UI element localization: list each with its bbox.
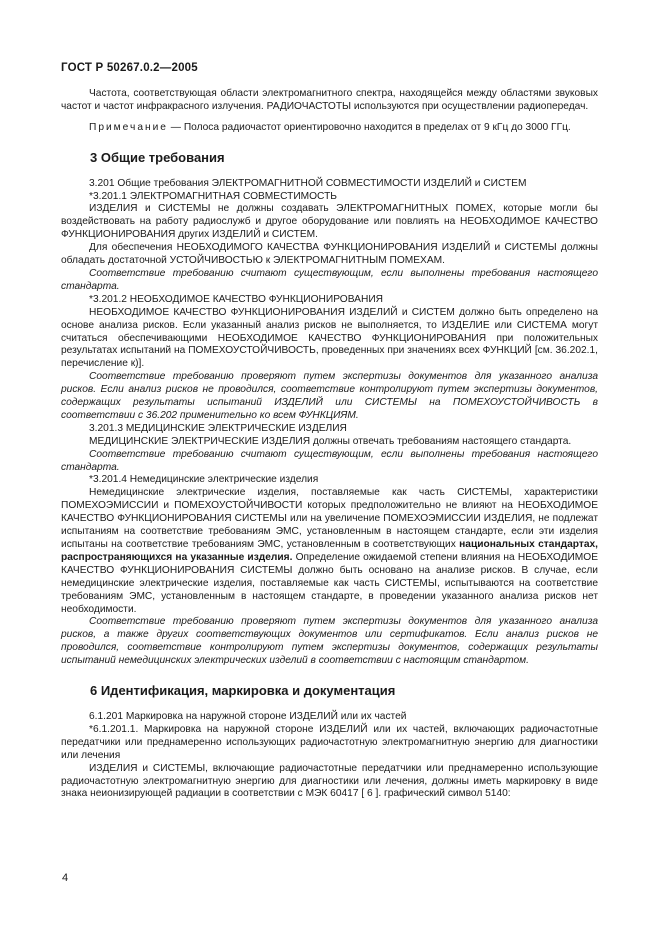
- definition-paragraph: Частота, соответствующая области электромагнитного спектра, находящейся между областями звуковых частот и частот инфракрасного излучения. РАДИОЧАСТОТЫ используются при осуществлении радиопередач.: [61, 88, 598, 112]
- compliance-note-2: Соответствие требованию проверяют путем экспертизы документов для указанного анализа рисков. Если анализ рисков не проводился, соответствие контролируют путем экспертизы документов, содержащих результаты испытаний ИЗДЕЛИЙ или СИСТЕМЫ на ПОМЕХОУСТОЙЧИВОСТЬ в соответствии с 36.202 применительно ко всем ФУНКЦИЯМ.: [61, 371, 598, 421]
- paragraph-medical-equipment: МЕДИЦИНСКИЕ ЭЛЕКТРИЧЕСКИЕ ИЗДЕЛИЯ должны отвечать требованиям настоящего стандарта.: [89, 435, 572, 447]
- non-medical-text-a: Немедицинские электрические изделия, поставляемые как часть СИСТЕМЫ, характеристики ПОМЕХОЭМИССИИ и ПОМЕХОУСТОЙЧИВОСТИ которых предположительно не влияют на НЕОБХОДИМОЕ КАЧЕСТВО ФУНКЦИОНИРОВАНИЯ СИСТЕМЫ или на увеличение ПОМЕХОЭМИССИИ ИЗДЕЛИЯ, не подлежат испытаниям на соответствие требованиям ЭМС, установленным в настоящем стандарте, если эти изделия испытаны на соответствие требованиям ЭМС, установленным в соответствующих: [61, 487, 598, 550]
- section-6-heading: 6 Идентификация, маркировка и документация: [90, 683, 396, 699]
- paragraph-marking-requirement: ИЗДЕЛИЯ и СИСТЕМЫ, включающие радиочастотные передатчики или преднамеренно использующие радиочастотную электромагнитную энергию для диагностики или лечения, должны иметь маркировку в виде знака неионизирующей радиации в соответствии с МЭК 60417 [ 6 ]. графический символ 5140:: [61, 762, 598, 800]
- compliance-note-1: Соответствие требованию считают существующим, если выполнены требования настоящего стандарта.: [61, 267, 598, 292]
- non-medical-text-bold: национальных стандартах, распространяющихся на указанные изделия.: [61, 539, 598, 563]
- compliance-note-3: Соответствие требованию считают существующим, если выполнены требования настоящего стандарта.: [61, 448, 598, 473]
- clause-3-201: 3.201 Общие требования ЭЛЕКТРОМАГНИТНОЙ СОВМЕСТИМОСТИ ИЗДЕЛИЙ и СИСТЕМ: [89, 177, 527, 189]
- page-number: 4: [62, 872, 69, 884]
- standard-header: ГОСТ Р 50267.0.2—2005: [61, 62, 198, 74]
- compliance-note-4: Соответствие требованию проверяют путем экспертизы документов для указанного анализа рисков, а также других соответствующих документов или сертификатов. Если анализ рисков не проводился, соответствие контролируют путем экспертизы документов, содержащих результаты испытаний немедицинских электрических изделий в соответствии с настоящим стандартом.: [61, 616, 598, 667]
- note-text: — Полоса радиочастот ориентировочно находится в пределах от 9 кГц до 3000 ГГц.: [167, 121, 571, 133]
- paragraph-essential-performance: НЕОБХОДИМОЕ КАЧЕСТВО ФУНКЦИОНИРОВАНИЯ ИЗДЕЛИЙ и СИСТЕМ должно быть определено на основе анализа рисков. Если указанный анализ рисков не выполняется, то ИЗДЕЛИЕ или СИСТЕМА могут считаться обеспечивающими НЕОБХОДИМОЕ КАЧЕСТВО ФУНКЦИОНИРОВАНИЯ при положительных результатах испытаний на ПОМЕХОУСТОЙЧИВОСТЬ, проведенных при значениях всех ФУНКЦИЙ [см. 36.202.1, перечисление к)].: [61, 306, 598, 370]
- clause-3-201-2: *3.201.2 НЕОБХОДИМОЕ КАЧЕСТВО ФУНКЦИОНИРОВАНИЯ: [89, 293, 384, 305]
- paragraph-immunity-requirement: Для обеспечения НЕОБХОДИМОГО КАЧЕСТВА ФУНКЦИОНИРОВАНИЯ ИЗДЕЛИЙ и СИСТЕМЫ должны обладать достаточной УСТОЙЧИВОСТЬЮ к ЭЛЕКТРОМАГНИТНЫМ ПОМЕХАМ.: [61, 242, 598, 267]
- clause-6-1-201: 6.1.201 Маркировка на наружной стороне ИЗДЕЛИЙ или их частей: [89, 710, 407, 722]
- paragraph-non-medical-equipment: [61, 487, 598, 616]
- clause-3-201-3: 3.201.3 МЕДИЦИНСКИЕ ЭЛЕКТРИЧЕСКИЕ ИЗДЕЛИЯ: [89, 422, 347, 434]
- non-medical-text-c: Определение ожидаемой степени влияния на НЕОБХОДИМОЕ КАЧЕСТВО ФУНКЦИОНИРОВАНИЯ СИСТЕМЫ должно быть основано на анализе рисков. В случае, если немедицинские электрические изделия, поставляемые как часть СИСТЕМЫ, испытываются на соответствие требованиям ЭМС, установленным в настоящем стандарте, в проведении указанного анализа рисков нет необходимости.: [61, 551, 598, 615]
- page-body: [61, 88, 598, 801]
- note-paragraph: [61, 122, 598, 135]
- section-3-heading: 3 Общие требования: [90, 149, 225, 165]
- clause-3-201-4: *3.201.4 Немедицинские электрические изделия: [89, 474, 319, 486]
- note-label: Примечание: [89, 121, 168, 133]
- clause-6-1-201-1: *6.1.201.1. Маркировка на наружной стороне ИЗДЕЛИЙ или их частей, включающих радиочастотные передатчики или преднамеренно использующих радиочастотную электромагнитную энергию для диагностики или лечения: [61, 723, 598, 761]
- paragraph-emission-requirement: ИЗДЕЛИЯ и СИСТЕМЫ не должны создавать ЭЛЕКТРОМАГНИТНЫХ ПОМЕХ, которые могли бы воздействовать на работу радиослужб и другое оборудование или повлиять на НЕОБХОДИМОЕ КАЧЕСТВО ФУНКЦИОНИРОВАНИЯ других ИЗДЕЛИЙ и СИСТЕМ.: [61, 203, 598, 241]
- clause-3-201-1: *3.201.1 ЭЛЕКТРОМАГНИТНАЯ СОВМЕСТИМОСТЬ: [89, 190, 337, 202]
